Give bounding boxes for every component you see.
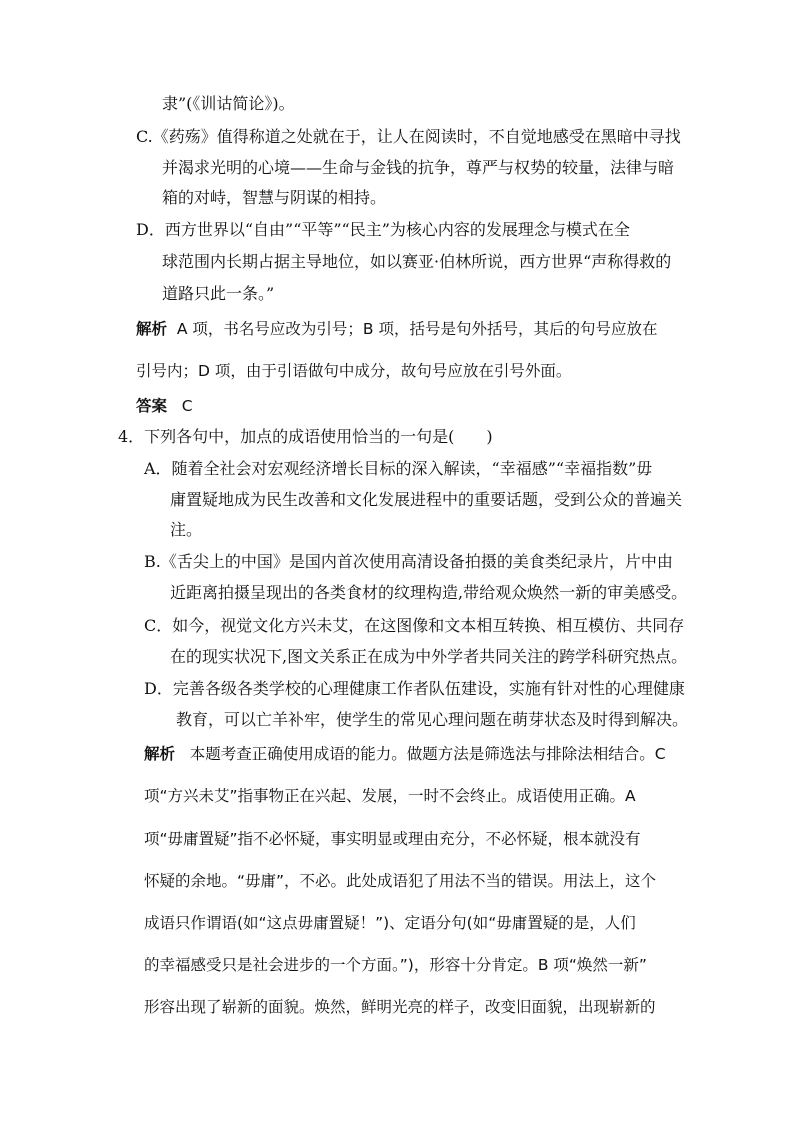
q4-option-b-line: 近距离拍摄呈现出的各类食材的纹理构造,带给观众焕然一新的审美感受。 (170, 583, 688, 602)
q3-option-c-line: C.《药殇》值得称道之处就在于，让人在阅读时，不自觉地感受在黑暗中寻找 (136, 127, 681, 146)
q4-analysis-line: 成语只作谓语(如“这点毋庸置疑！”)、定语分句(如“毋庸置疑的是，人们 (144, 914, 636, 932)
analysis-text: A 项，书名号应改为引号；B 项，括号是句外括号，其后的句号应放在 (176, 320, 658, 338)
q4-analysis-line: 的幸福感受只是社会进步的一个方面。”)，形容十分肯定。B 项“焕然一新” (144, 956, 647, 974)
q3-option-b-tail: 隶”(《训诂简论》)。 (162, 94, 295, 113)
q4-option-a-line: A．随着全社会对宏观经济增长目标的深入解读，“幸福感”“幸福指数”毋 (144, 459, 653, 478)
q3-option-d-line: 球范围内长期占据主导地位，如以赛亚·伯林所说，西方世界“声称得救的 (162, 252, 672, 271)
q4-analysis-line: 项“毋庸置疑”指不必怀疑，事实明显或理由充分，不必怀疑，根本就没有 (144, 830, 641, 848)
q3-answer (136, 395, 193, 417)
q4-option-b-line: B.《舌尖上的中国》是国内首次使用高清设备拍摄的美食类纪录片，片中由 (144, 552, 673, 571)
q4-option-a-line: 庸置疑地成为民生改善和文化发展进程中的重要话题，受到公众的普遍关 (170, 490, 683, 509)
analysis-text: 本题考查正确使用成语的能力。做题方法是筛选法与排除法相结合。C (189, 745, 666, 763)
answer-value: C (181, 397, 193, 415)
answer-label: 答案 (136, 397, 168, 415)
q4-option-a-line: 注。 (170, 520, 203, 539)
q3-option-d-line: D．西方世界以“自由”“平等”“民主”为核心内容的发展理念与模式在全 (136, 220, 630, 239)
q3-option-c-line: 箱的对峙，智慧与阴谋的相持。 (162, 188, 387, 207)
q4-option-d-line: 教育，可以亡羊补牢，使学生的常见心理问题在萌芽状态及时得到解决。 (176, 710, 689, 729)
q4-analysis-line: 怀疑的余地。“毋庸”，不必。此处成语犯了用法不当的错误。用法上，这个 (144, 872, 657, 890)
q3-analysis-line: 引号内；D 项，由于引语做句中成分，故句号应放在引号外面。 (136, 362, 572, 380)
q4-analysis-line: 项“方兴未艾”指事物正在兴起、发展，一时不会终止。成语使用正确。A (144, 787, 636, 805)
q4-option-c-line: 在的现实状况下,图文关系正在成为中外学者共同关注的跨学科研究热点。 (170, 647, 688, 666)
q3-option-c-line: 并渴求光明的心境——生命与金钱的抗争，尊严与权势的较量，法律与暗 (162, 158, 675, 177)
q4-analysis (144, 743, 666, 765)
analysis-label: 解析 (136, 320, 168, 338)
q3-option-d-line: 道路只此一条。” (162, 284, 275, 303)
q4-stem: 4．下列各句中，加点的成语使用恰当的一句是( ) (118, 427, 493, 446)
q3-analysis (136, 318, 657, 340)
q4-option-d-line: D．完善各级各类学校的心理健康工作者队伍建设，实施有针对性的心理健康 (144, 679, 685, 698)
q4-analysis-line: 形容出现了崭新的面貌。焕然，鲜明光亮的样子，改变旧面貌，出现崭新的 (144, 998, 656, 1016)
analysis-label: 解析 (144, 745, 176, 763)
q4-option-c-line: C．如今，视觉文化方兴未艾，在这图像和文本相互转换、相互模仿、共同存 (144, 616, 685, 635)
